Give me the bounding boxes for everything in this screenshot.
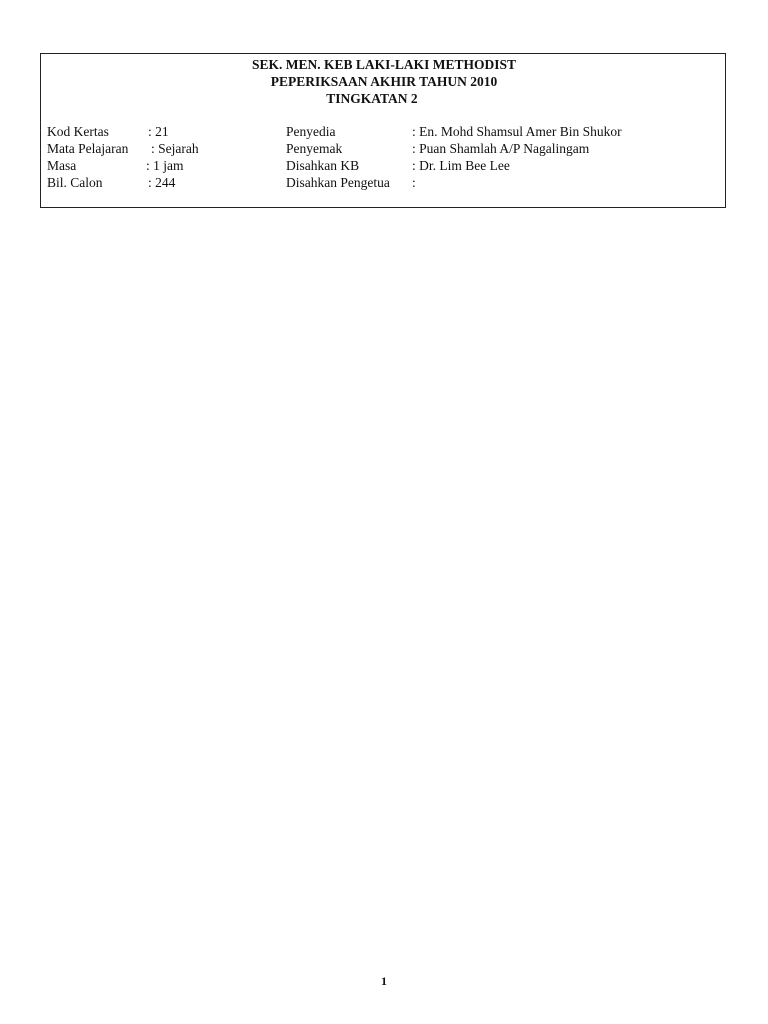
checked-by-label: Penyemak: [286, 141, 343, 156]
paper-code-value: : 21: [148, 124, 169, 139]
exam-title: PEPERIKSAAN AKHIR TAHUN 2010: [270, 74, 498, 89]
candidate-count-value: : 244: [148, 175, 176, 190]
school-name: SEK. MEN. KEB LAKI-LAKI METHODIST: [251, 57, 517, 72]
level-title: [41, 91, 727, 107]
page-number: 1: [381, 974, 387, 988]
paper-code-label: Kod Kertas: [47, 124, 109, 139]
duration-label: Masa: [47, 158, 77, 173]
approved-kb-label: Disahkan KB: [286, 158, 360, 173]
approved-principal-label: Disahkan Pengetua: [286, 175, 390, 190]
candidate-count-label: Bil. Calon: [47, 175, 103, 190]
approved-kb-value: : Dr. Lim Bee Lee: [412, 158, 510, 173]
level-title-text: TINGKATAN 2: [326, 91, 418, 106]
subject-value: : Sejarah: [151, 141, 199, 156]
duration-value: : 1 jam: [146, 158, 184, 173]
exam-header-box: [40, 53, 726, 208]
checked-by-value: : Puan Shamlah A/P Nagalingam: [412, 141, 590, 156]
prepared-by-value: : En. Mohd Shamsul Amer Bin Shukor: [412, 124, 622, 139]
approved-principal-value: :: [412, 175, 416, 190]
subject-label: Mata Pelajaran: [47, 141, 129, 156]
prepared-by-label: Penyedia: [286, 124, 336, 139]
